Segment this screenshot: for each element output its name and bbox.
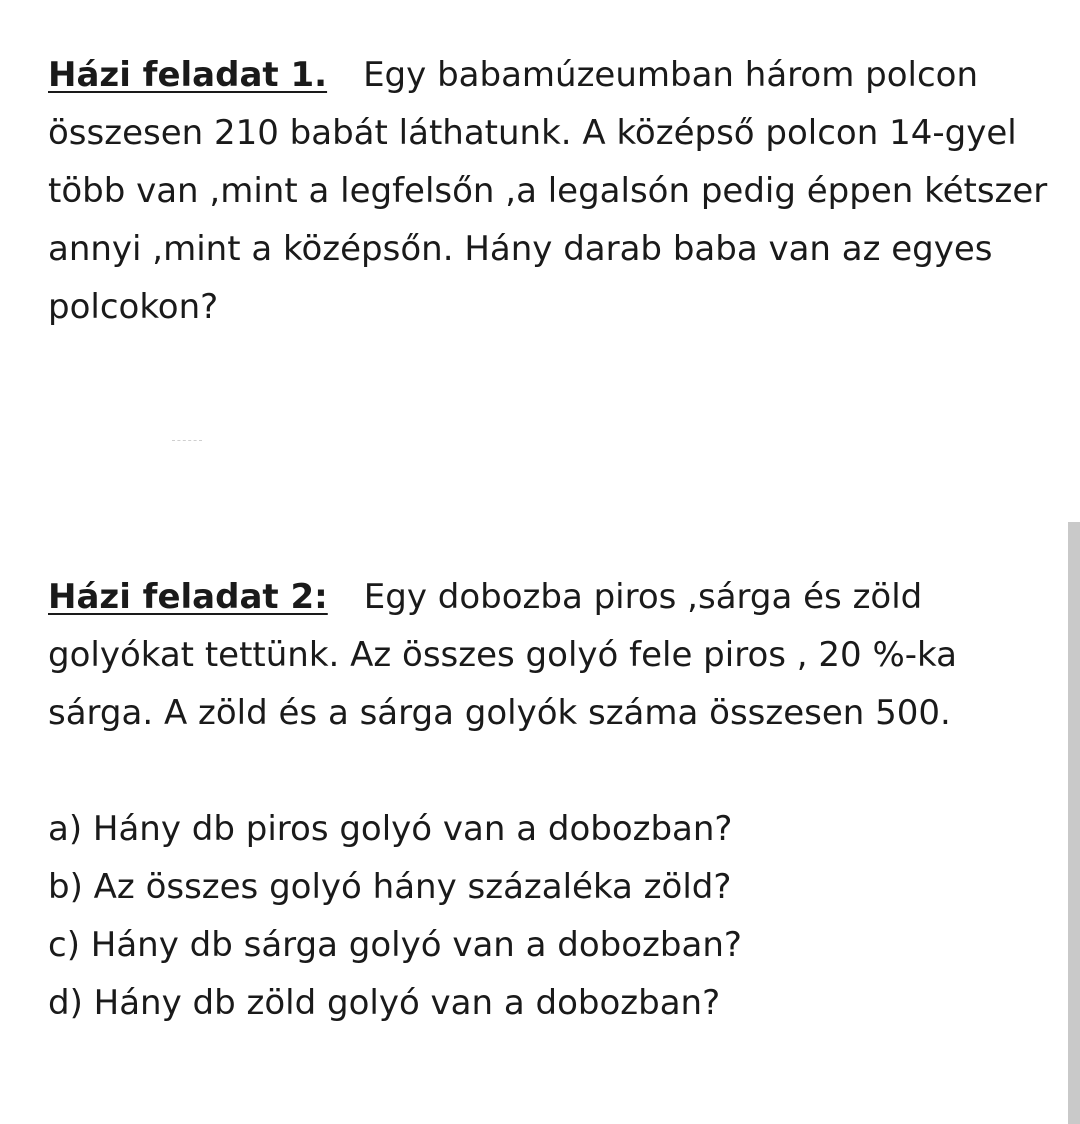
- task-2-questions: [48, 800, 1048, 1032]
- vertical-scrollbar[interactable]: [1068, 522, 1080, 1124]
- question-c: c) Hány db sárga golyó van a dobozban?: [48, 925, 742, 965]
- task-1-title: Házi feladat 1.: [48, 55, 328, 95]
- task-2-title: Házi feladat 2:: [48, 577, 328, 617]
- question-a: a) Hány db piros golyó van a dobozban?: [48, 809, 733, 849]
- homework-task-2: [48, 568, 1048, 742]
- question-d: d) Hány db zöld golyó van a dobozban?: [48, 983, 721, 1023]
- faint-mark: [172, 440, 202, 443]
- task-1-text: Egy babamúzeumban három polcon összesen 210 babát láthatunk. A középső polcon 14-gyel több van ,mint a legfelsőn ,a legalsón pedig éppen kétszer annyi ,mint a középsőn. Hány darab baba van az egyes polcokon?: [48, 55, 1048, 327]
- question-b: b) Az összes golyó hány százaléka zöld?: [48, 867, 732, 907]
- task-2-text: Egy dobozba piros ,sárga és zöld golyókat tettünk. Az összes golyó fele piros , 20 %-ka sárga. A zöld és a sárga golyók száma összesen 500.: [48, 577, 957, 733]
- homework-task-1: [48, 46, 1048, 336]
